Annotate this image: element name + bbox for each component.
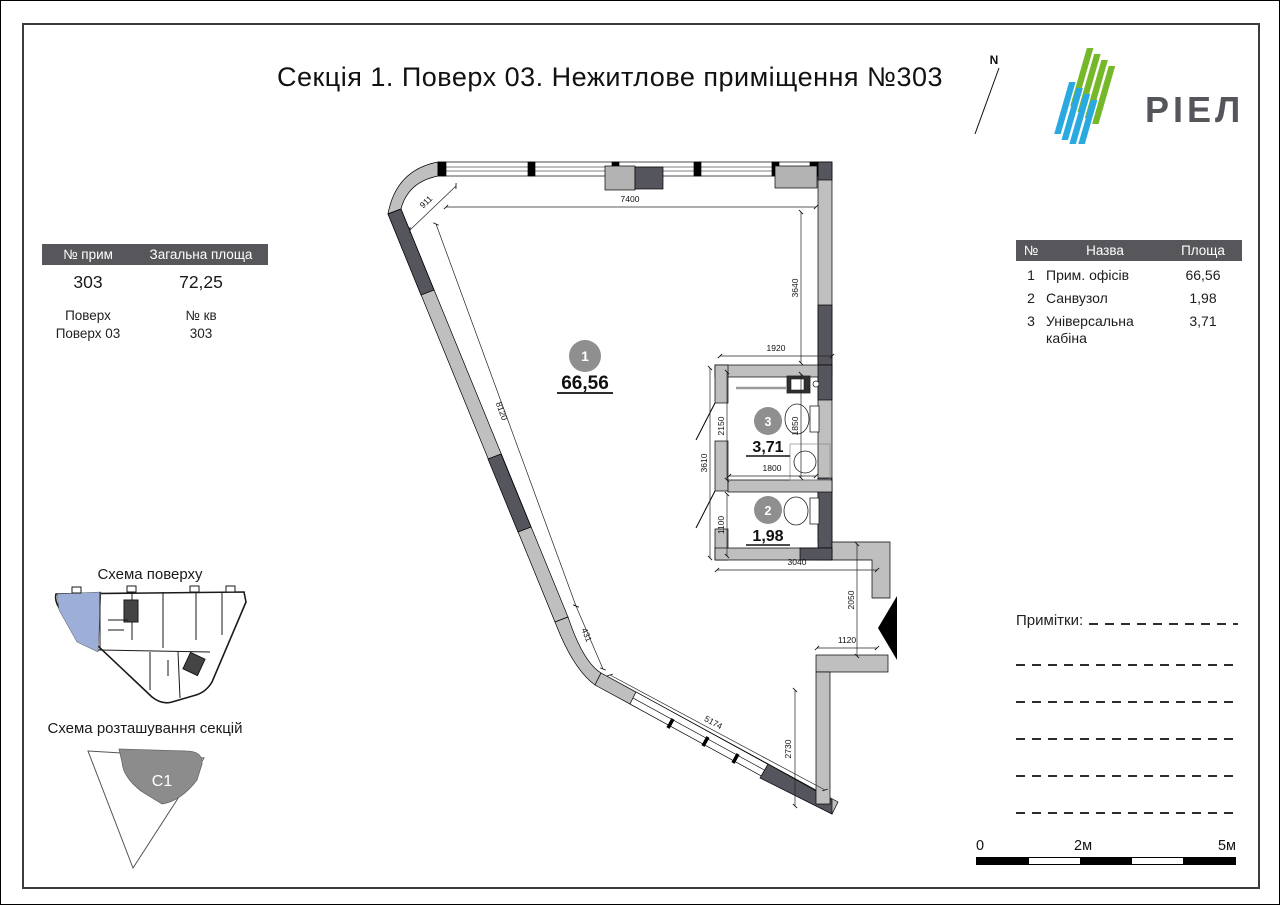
dim-bath-outer-left: 3610 (699, 453, 709, 473)
dim-bottom-right: 2730 (783, 739, 793, 759)
notes-label: Примітки: (1016, 612, 1084, 629)
apt-value: 303 (189, 326, 213, 341)
scale-bar (976, 838, 1236, 865)
room-2-area: 1,98 (752, 528, 784, 545)
page-title: Секція 1. Поверх 03. Нежитлове приміщення №303 (276, 62, 944, 92)
north-needle (975, 68, 999, 134)
room-2-number: 2 (764, 504, 772, 518)
washbasin-room3 (794, 451, 816, 473)
scale-segments (976, 857, 1236, 865)
total-area-value: 72,25 (179, 272, 223, 292)
dim-entry-vert: 2050 (846, 590, 856, 610)
toilet-room2 (784, 497, 808, 525)
notes-line (1016, 812, 1238, 814)
section-c1-label: C1 (151, 773, 173, 790)
legend-row-1: 1 Прим. офісів 66,56 (1027, 267, 1221, 283)
north-arrow (968, 48, 1012, 140)
floor-scheme-title: Схема поверху (97, 566, 203, 583)
unit-number-header: № прим (63, 247, 113, 262)
entrance-arrow (878, 596, 897, 660)
room-1-area: 66,56 (561, 373, 609, 394)
logo-text: РІЕЛ (1145, 89, 1245, 130)
scale-2m: 2м (1074, 838, 1093, 854)
unit-info-header (42, 244, 268, 265)
dim-entry-horiz: 1120 (837, 635, 857, 645)
total-area-header: Загальна площа (149, 247, 253, 262)
floor-label: Поверх (65, 308, 111, 323)
dim-curve: 911 (417, 193, 435, 211)
dim-bath-lower-left: 1100 (716, 515, 726, 535)
apt-label: № кв (185, 308, 217, 323)
room-legend-header (1016, 240, 1242, 261)
scale-5m: 5м (1217, 838, 1236, 854)
north-label: N (989, 53, 999, 67)
floor-scheme-highlight (57, 592, 101, 652)
room-legend-table (1016, 240, 1242, 347)
section-scheme-title: Схема розташування секцій (47, 720, 243, 737)
room-3-number: 3 (764, 415, 772, 429)
legend-col-name: Назва (1086, 243, 1124, 258)
dim-bath-mid: 1800 (762, 463, 782, 473)
dim-bath-top: 1920 (766, 343, 786, 353)
section-scheme (55, 740, 235, 880)
dim-right-top: 3640 (790, 278, 800, 298)
legend-row-3: 3 Універсальна кабіна 3,71 (1027, 313, 1217, 346)
room-1-number: 1 (581, 348, 589, 364)
room-3-area: 3,71 (752, 439, 784, 456)
notes-block (1016, 612, 1238, 814)
floor-scheme (40, 585, 260, 710)
legend-col-num: № (1023, 243, 1039, 258)
dimension-lines (410, 186, 877, 806)
legend-row-2: 2 Санвузол 1,98 (1027, 290, 1217, 306)
unit-info-table (42, 244, 268, 341)
notes-line (1089, 623, 1238, 625)
notes-line (1016, 664, 1238, 666)
riel-logo (1050, 44, 1250, 144)
notes-line (1016, 738, 1238, 740)
dim-bath-bottom: 3040 (787, 557, 807, 567)
notes-line (1016, 701, 1238, 703)
dim-diagonal: 8120 (493, 400, 510, 422)
unit-number-value: 303 (73, 272, 103, 292)
dim-bottom-diag: 5174 (702, 713, 725, 732)
legend-col-area: Площа (1181, 243, 1225, 258)
floor-plan (380, 150, 900, 850)
floor-value: Поверх 03 (55, 326, 121, 341)
dim-top: 7400 (620, 194, 640, 204)
scale-0: 0 (976, 838, 985, 854)
notes-line (1016, 775, 1238, 777)
dim-bath-left: 2150 (716, 416, 726, 436)
dim-small-diag: 431 (579, 626, 595, 644)
dim-bath-right: 1850 (790, 416, 800, 436)
